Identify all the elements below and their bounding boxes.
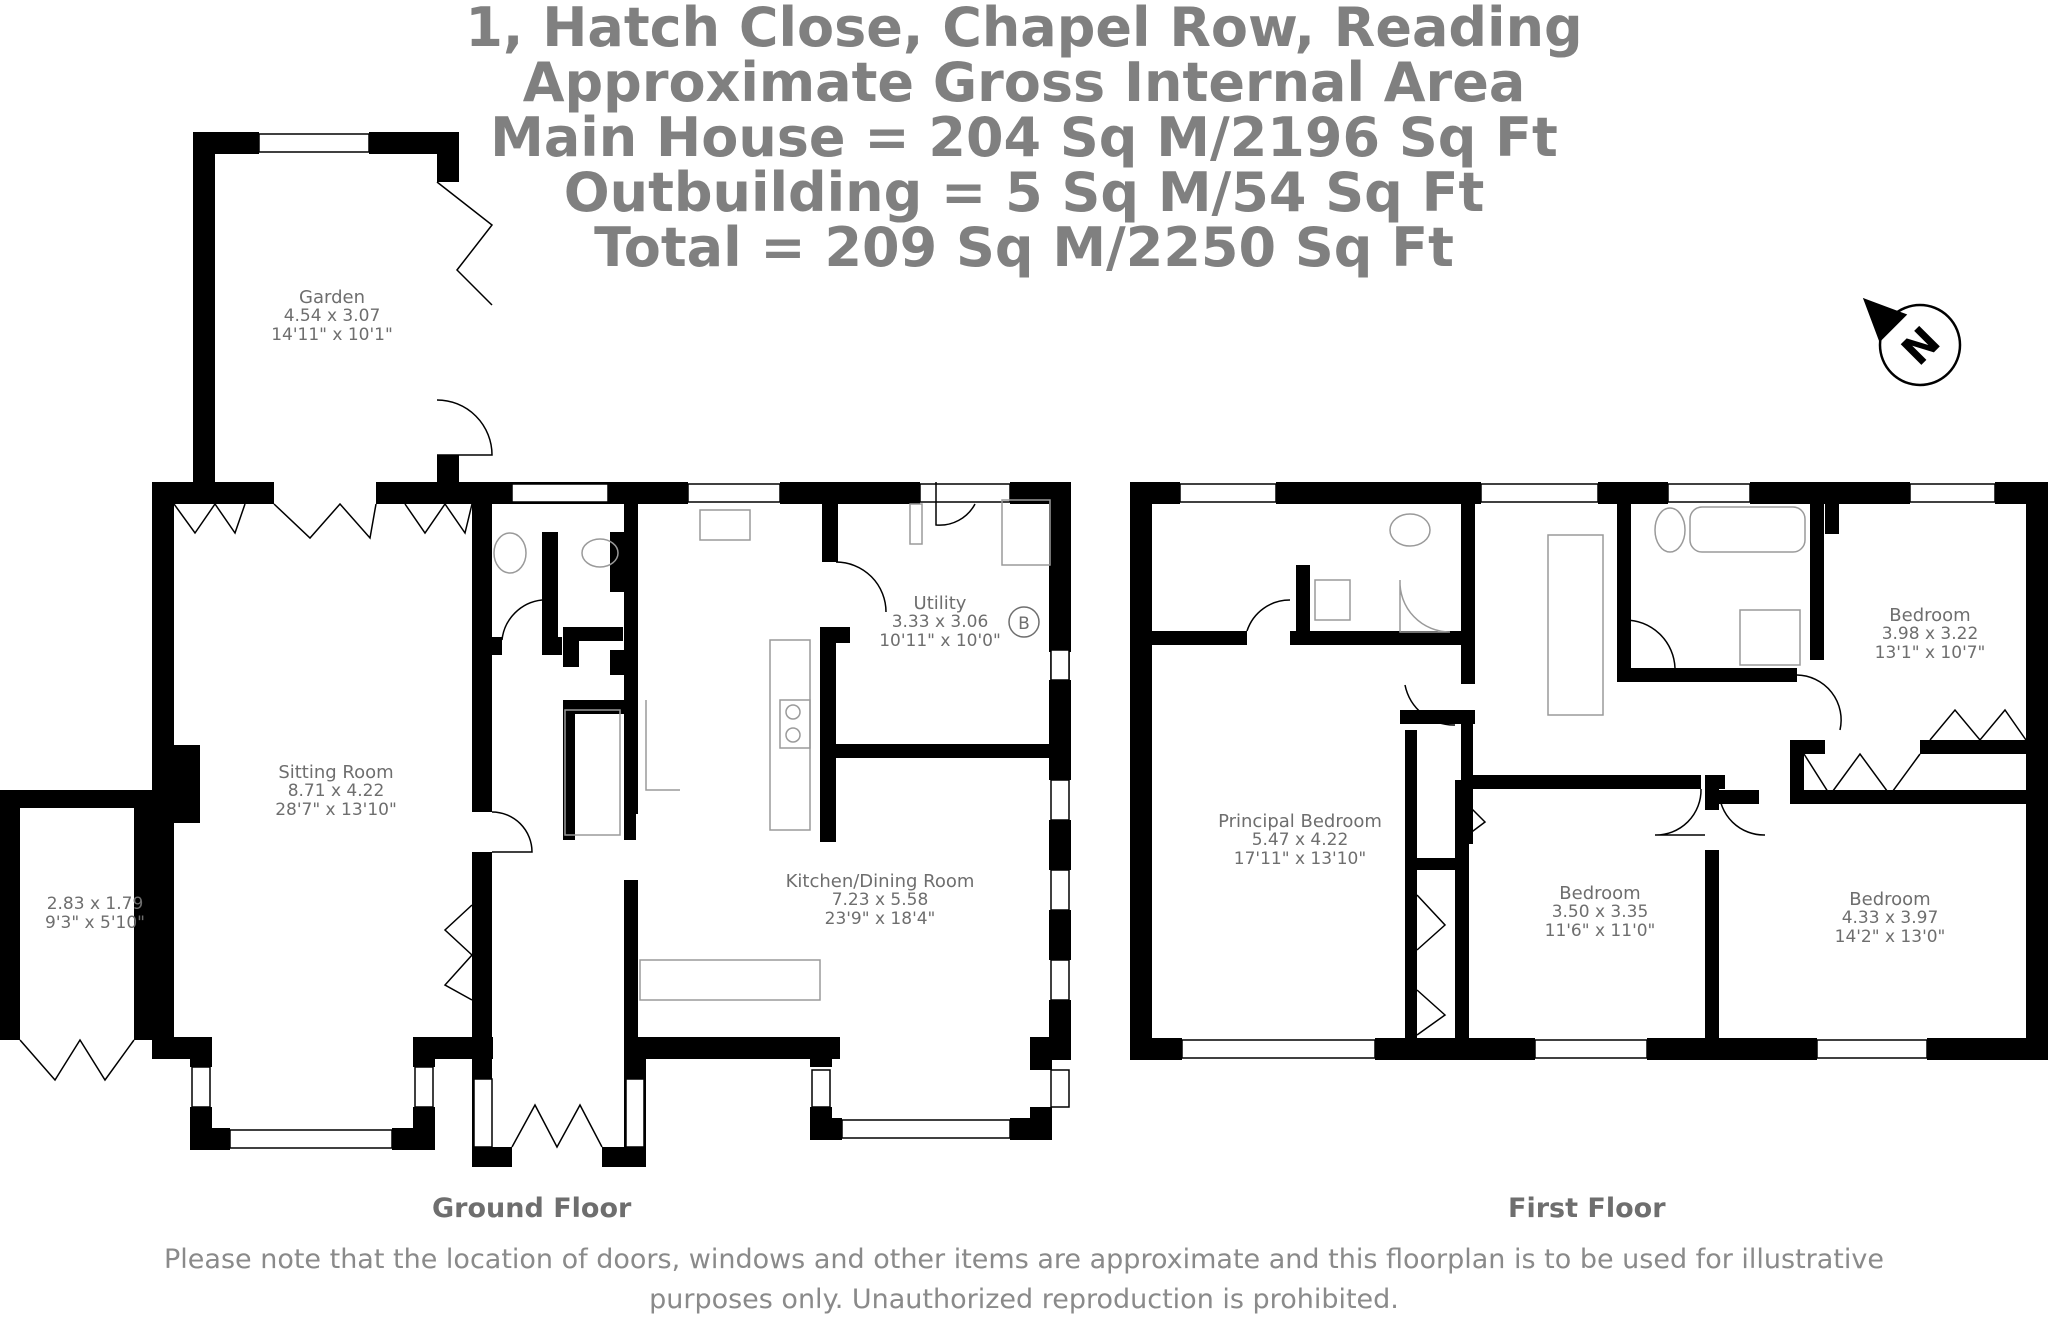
bathroom-wc-icon [1655,508,1685,552]
room-label-outbuilding [20,895,170,933]
ensuite-basin-icon [1315,580,1350,620]
room-metric: 3.33 x 3.06 [891,612,989,632]
ensuite-shower-icon [1400,580,1450,632]
ground-floor-title: Ground Floor [432,1193,632,1224]
room-imperial: 14'2" x 13'0" [1834,927,1946,947]
room-metric: 7.23 x 5.58 [831,890,929,910]
room-label-kitchen-dining [730,872,1030,929]
room-imperial: 28'7" x 13'10" [275,800,397,820]
first-floor-walls [1130,482,2048,1060]
room-label-utility [850,594,1030,651]
total-area: Total = 209 Sq M/2250 Sq Ft [594,216,1454,279]
room-metric: 5.47 x 4.22 [1251,830,1349,850]
room-imperial: 10'11" x 10'0" [879,631,1001,651]
kitchen-sink-icon [700,510,750,540]
main-house-area: Main House = 204 Sq M/2196 Sq Ft [490,106,1558,169]
room-label-principal-bedroom [1180,812,1420,869]
room-name: Principal Bedroom [1218,811,1382,832]
room-name: Utility [913,593,967,614]
north-arrow-icon [1865,300,1905,340]
first-floor-title: First Floor [1508,1193,1666,1224]
room-imperial: 13'1" x 10'7" [1874,643,1986,663]
room-name: Bedroom [1849,889,1931,910]
disclaimer-line-2: purposes only. Unauthorized reproduction is prohibited. [649,1284,1399,1315]
room-metric: 8.71 x 4.22 [287,781,385,801]
room-label-bedroom-4 [1840,606,2020,663]
disclaimer-line-1: Please note that the location of doors, windows and other items are approximate and this floorplan is to be used for illustrative [164,1244,1884,1275]
room-metric: 3.50 x 3.35 [1551,902,1649,922]
room-label-garden [232,288,432,345]
room-label-bedroom-2 [1500,884,1700,941]
boiler-label: B [1018,614,1030,634]
room-name: Garden [299,287,365,308]
room-name: Bedroom [1559,883,1641,904]
room-label-bedroom-3 [1790,890,1990,947]
room-metric: 3.98 x 3.22 [1881,624,1979,644]
bath-icon [1690,507,1805,552]
bathroom-shower-icon [1740,610,1800,665]
area-subtitle: Approximate Gross Internal Area [522,51,1526,114]
room-imperial: 17'11" x 13'10" [1233,849,1367,869]
room-name: Sitting Room [278,762,394,783]
room-imperial: 23'9" x 18'4" [824,909,936,929]
room-imperial: 9'3" x 5'10" [45,913,145,933]
room-label-sitting-room [216,763,456,820]
hob-icon [780,700,810,748]
room-imperial: 14'11" x 10'1" [271,325,393,345]
room-metric: 4.54 x 3.07 [283,306,381,326]
outbuilding-area: Outbuilding = 5 Sq M/54 Sq Ft [563,161,1485,224]
property-address: 1, Hatch Close, Chapel Row, Reading [465,0,1583,59]
compass-label: N [1893,318,1950,375]
room-metric: 4.33 x 3.97 [1841,908,1939,928]
wc-basin-icon [494,533,526,573]
room-name: Kitchen/Dining Room [785,871,975,892]
window-openings [192,134,1995,1148]
room-name: Bedroom [1889,605,1971,626]
room-metric: 2.83 x 1.79 [46,894,144,914]
ensuite-wc-icon [1390,514,1430,546]
first-stairs-icon [1548,535,1603,715]
room-imperial: 11'6" x 11'0" [1544,921,1656,941]
